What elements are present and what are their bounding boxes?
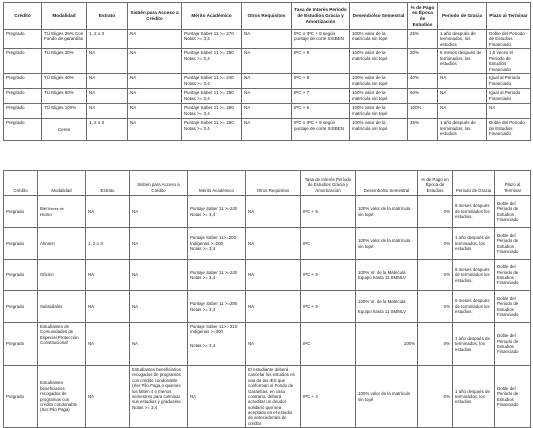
cell-desembolso: 100% valor de la matrícula sin topé — [350, 49, 408, 74]
cell-gracia: NA — [438, 74, 487, 89]
cell-estrato: NA — [86, 291, 130, 323]
cell-sisben: NA — [128, 89, 182, 104]
header-modalidad: Modalidad — [42, 3, 87, 30]
cell-merito — [188, 323, 246, 366]
cell-credito: Pregrado — [4, 323, 38, 366]
cell-merito: Puntaje Saber 11 >= 270 Notas >= 3,4 — [182, 30, 242, 49]
cell-credito: Pregrado — [4, 119, 42, 141]
cell-plazo: Doble del Periodo de Estudios Financiado — [495, 228, 531, 260]
cell-modalidad — [38, 260, 86, 291]
header-sisben: Sisbén para Acceso a Crédito — [128, 3, 182, 30]
cell-gracia: 1 año después de terminados, los estudios — [438, 119, 487, 141]
header-plazo: Plazo al Terminar — [487, 3, 531, 30]
cell-sisben: NA — [128, 119, 182, 141]
cell-estrato: NA — [86, 323, 130, 366]
cell-pago: 0% — [418, 291, 453, 323]
header-tasa: Tasa de Interés Período de Estudios Gracia y Amortización — [301, 171, 356, 196]
cell-otros: El estudiante deberá cancelar los estudios en una de las IES que conforman el Fondo de Garantías, en caso contrario, deberá acreditar un deudor solidario que sea aceptado en el estudio de antecedentes de crédito — [246, 366, 301, 428]
cell-pago: 0% — [418, 228, 453, 260]
cell-credito: Pregrado — [4, 104, 42, 119]
cell-pago: 0% — [418, 196, 453, 228]
cell-desembolso — [356, 260, 418, 291]
merito-line: Indígenas >=200 — [190, 240, 223, 246]
cell-otros: NA — [246, 291, 301, 323]
table-row — [4, 119, 531, 141]
cell-gracia: 1 año después de terminados, los estudios — [438, 30, 487, 49]
cell-merito: Puntaje Saber 11 >= 280 Notas >= 3,4 — [182, 89, 242, 104]
cell-modalidad: Subsidiales — [38, 291, 86, 323]
table-header-row — [4, 3, 531, 30]
cell-modalidad: TÚ Eliges 100% — [42, 104, 87, 119]
cell-plazo: Igual al Periodo Financiado — [487, 74, 531, 89]
table-row — [4, 74, 531, 89]
cell-credito: Pregrado — [4, 228, 38, 260]
credit-table-top — [3, 2, 530, 141]
header-pago: % de Pago en Época de Estudios — [418, 171, 453, 196]
modalidad-text: Ofici — [40, 272, 49, 278]
cell-otros: NA — [246, 196, 301, 228]
cell-otros: NA — [246, 228, 301, 260]
cell-credito: Pregrado — [4, 49, 42, 74]
cell-pago: 100% — [408, 104, 438, 119]
merito-line: Notas >= 3,4 — [190, 246, 216, 252]
cell-merito: Puntaje Saber 11 >=240 Notas >= 3,4 — [188, 196, 246, 228]
cell-plazo: NA — [487, 104, 531, 119]
cell-pago: 0% — [418, 366, 453, 428]
cell-sisben: NA — [128, 49, 182, 74]
cell-otros: NA — [242, 49, 292, 74]
cell-sisben: NA — [130, 323, 188, 366]
cell-gracia: 1 año después de terminados, los estudios — [453, 366, 495, 428]
table-row — [4, 49, 531, 74]
cell-gracia: 6 meses después de terminados, los estudios — [438, 49, 487, 74]
cell-estrato: NA — [87, 104, 128, 119]
header-sisben: Sisbén para Acceso a Crédito — [130, 171, 188, 196]
credit-modalities-table-detail — [3, 170, 531, 428]
cell-tasa: IPC + 9 — [301, 196, 356, 228]
cell-estrato: NA — [87, 74, 128, 89]
header-credito: Crédito — [4, 3, 42, 30]
cell-estrato: NA — [86, 196, 130, 228]
table-row — [4, 196, 531, 228]
cell-gracia: 6 meses después de terminados los estudios. — [453, 291, 495, 323]
header-merito: Mérito Académico — [188, 171, 246, 196]
cell-modalidad: TÚ Eliges 60% — [42, 89, 87, 104]
cell-tasa: IPC + 9 — [301, 260, 356, 291]
cell-modalidad — [38, 228, 86, 260]
cell-otros: NA — [242, 30, 292, 49]
cell-plazo: Doble del Periodo de Estudios Financiado — [487, 119, 531, 141]
cell-desembolso: 100% valor de la matrícula sin topé — [350, 74, 408, 89]
cell-sisben: NA — [130, 196, 188, 228]
cell-otros: NA — [246, 260, 301, 291]
cell-desembolso: 100% valor de la matrícula sin topé — [356, 366, 418, 428]
cell-estrato: NA — [86, 366, 130, 428]
cell-credito: Pregrado — [4, 74, 42, 89]
cell-credito: Pregrado — [4, 291, 38, 323]
merito-line: Puntaje Saber 11>= 210 Indígenas >=300 — [190, 324, 238, 335]
modalidad-text: Alma — [40, 240, 51, 246]
cell-plazo: Doble del Periodo de Estudios Financiado — [495, 366, 531, 428]
cell-desembolso: 100% valor de la matrícula sin topé — [350, 104, 408, 119]
cell-tasa: IPC + 4 — [301, 366, 356, 428]
cell-credito: Pregrado — [4, 366, 38, 428]
modalidad-text: Bien — [40, 206, 49, 212]
cell-tasa: IPC o IPC + 9 según puntaje de corte SISBEN — [292, 30, 350, 49]
table-row — [4, 366, 531, 428]
merito-line: Notas >= 3,4 — [190, 342, 216, 348]
cell-gracia: NA — [438, 89, 487, 104]
cell-gracia: 6 meses después de terminados los estudios. — [453, 196, 495, 228]
cell-tasa: IPC + 7 — [292, 89, 350, 104]
cell-otros: NA — [246, 323, 301, 366]
cell-sisben: NA — [128, 104, 182, 119]
table-row — [4, 30, 531, 49]
header-merito: Mérito Académico — [182, 3, 242, 30]
cell-otros: NA — [242, 119, 292, 141]
cell-pago: 30% — [408, 49, 438, 74]
header-desembolso: Desembolso Semestral — [350, 3, 408, 30]
table-header-row — [4, 171, 531, 196]
cell-estrato: 1, 2 o 3 — [87, 119, 128, 141]
cell-plazo: Igual al Periodo Financiado — [487, 89, 531, 104]
cell-credito: Pregrado — [4, 260, 38, 291]
cell-estrato: 1, 2 o 3 — [86, 228, 130, 260]
cell-desembolso: 100% valor de la matrícula sin topé — [350, 30, 408, 49]
header-otros: Otros Requisitos — [242, 3, 292, 30]
cell-modalidad: TÚ Eliges 30% — [42, 49, 87, 74]
cell-desembolso: 100% valor de la matrícula sin topé — [350, 89, 408, 104]
cell-merito: Puntaje Saber 11 >= 240 Notas >= 3,4 — [182, 74, 242, 89]
cell-estrato: NA — [87, 89, 128, 104]
cell-tasa: IPC + 9 — [301, 291, 356, 323]
modalidad-superscript: ER — [50, 241, 56, 246]
desembolso-line: 100% Vr. de la Matricula — [358, 269, 406, 275]
cell-pago: 0% — [418, 260, 453, 291]
cell-pago: 60% — [408, 89, 438, 104]
cell-tasa: IPC — [301, 323, 356, 366]
cell-pago: 25% — [408, 119, 438, 141]
cell-desembolso: 100% valor de la matrícula sin topé — [350, 119, 408, 141]
cell-gracia: 1 año después de terminados, los estudios — [453, 228, 495, 260]
cell-plazo: Doble del Periodo de Estudios Financiado — [495, 196, 531, 228]
cell-modalidad: TÚ Eliges 25% Con Fondo de garantías — [42, 30, 87, 49]
cell-otros: NA — [242, 89, 292, 104]
cell-merito: Puntaje Saber 11 >=240 Notas >= 3,4 — [188, 260, 246, 291]
cell-gracia: NA — [438, 104, 487, 119]
credit-modalities-table-summary — [3, 2, 531, 141]
desembolso-line: Equipo hasta 11 SMMLV — [358, 309, 406, 314]
table-row — [4, 323, 531, 366]
cell-desembolso — [356, 291, 418, 323]
cell-merito: NA — [188, 366, 246, 428]
table-row — [4, 260, 531, 291]
cell-modalidad: Estudiantes beneficiarios recogados de programas con crédito condonable (Ser Pilo Paga) — [38, 366, 86, 428]
table-row — [4, 104, 531, 119]
header-estrato: Estrato — [87, 3, 128, 30]
header-estrato: Estrato — [86, 171, 130, 196]
modalidad-superscript: ER — [48, 273, 54, 278]
desembolso-line: Equipo hasta 11 SMMLV — [358, 275, 406, 280]
modalidad-superscript: Veces de — [48, 207, 64, 212]
cell-estrato: 1, 2 o 3 — [87, 30, 128, 49]
cell-desembolso: 100% valor de la matrícula sin topé — [356, 196, 418, 228]
cell-plazo: Doble del Periodo de Estudios Financiado — [495, 291, 531, 323]
desembolso-line: 100% Vr. de la Matricula — [358, 298, 406, 304]
cell-tasa: IPC — [301, 228, 356, 260]
cell-sisben: NA — [130, 260, 188, 291]
cell-tasa: IPC o IPC + 9 según puntaje de corte SISBEN — [292, 119, 350, 141]
cell-plazo: Doble del Periodo de Estudios Financiado — [495, 260, 531, 291]
cell-credito: Pregrado — [4, 30, 42, 49]
cell-merito: Puntaje Saber 11 >=280 Notas >= 3,4 — [188, 291, 246, 323]
merito-line: Puntaje Saber 11>=200 — [190, 235, 237, 241]
cell-sisben: NA — [128, 74, 182, 89]
cell-merito: Puntaje Saber 11 >= 280 Notas >= 3,4 — [182, 119, 242, 141]
table-row — [4, 89, 531, 104]
cell-gracia: 6 meses después de terminados los estudios. — [453, 260, 495, 291]
cell-modalidad: Ceres — [42, 119, 87, 141]
header-modalidad: Modalidad — [38, 171, 86, 196]
cell-tasa: IPC + 9 — [292, 49, 350, 74]
table-row — [4, 228, 531, 260]
cell-pago: 40% — [408, 74, 438, 89]
cell-otros: NA — [242, 74, 292, 89]
cell-merito: Puntaje Saber 11 >= 280 Notas >= 3,4 — [182, 49, 242, 74]
cell-pago: 25% — [408, 30, 438, 49]
cell-sisben: NA — [128, 30, 182, 49]
header-desembolso: Desembolso Semestral — [356, 171, 418, 196]
cell-desembolso: 100% — [356, 323, 418, 366]
header-gracia: Periodo de Gracia — [453, 171, 495, 196]
header-plazo: Plazo al Terminar — [495, 171, 531, 196]
cell-sisben: Estudiantes beneficiarios recogados de programas con crédito condonable (Ser Pilo Paga o quienes los falten 4 o menos semestres para culminar sus estudios y graduarse . Notas >= 3,4 — [130, 366, 188, 428]
header-tasa: Tasa de Interés Período de Estudios Gracia y Amortización — [292, 3, 350, 30]
cell-gracia: 1 año después de terminados, los estudios — [453, 323, 495, 366]
table-row — [4, 291, 531, 323]
cell-merito: Puntaje Saber 11 >= 280 Notas >= 3,4 — [182, 104, 242, 119]
cell-credito: Pregrado — [4, 89, 42, 104]
cell-modalidad — [38, 196, 86, 228]
credit-table-bottom — [3, 170, 530, 428]
cell-estrato: NA — [86, 260, 130, 291]
cell-plazo: Doble del Periodo de Estudios Financiado — [487, 30, 531, 49]
cell-plazo: 1,5 veces el Periodo de Estudios Financiado — [487, 49, 531, 74]
cell-modalidad: TÚ Eliges 40% — [42, 74, 87, 89]
cell-desembolso: 100% valor de la matrícula sin topé — [356, 228, 418, 260]
cell-estrato: NA — [87, 49, 128, 74]
header-otros: Otros Requisitos — [246, 171, 301, 196]
cell-modalidad: Estudiantes de Comunidades de Especial Protección Constitucional — [38, 323, 86, 366]
cell-pago: 0% — [418, 323, 453, 366]
cell-merito — [188, 228, 246, 260]
header-credito: Crédito — [4, 171, 38, 196]
header-pago: % de Pago en Época de Estudios — [408, 3, 438, 30]
cell-credito: Pregrado — [4, 196, 38, 228]
cell-sisben: NA — [130, 291, 188, 323]
cell-tasa: IPC + 8 — [292, 74, 350, 89]
modalidad-text-2: Humo — [40, 211, 52, 217]
cell-tasa: IPC + 6 — [292, 104, 350, 119]
header-gracia: Periodo de Gracia — [438, 3, 487, 30]
cell-plazo: Doble del Periodo de Estudios Financiado — [495, 323, 531, 366]
cell-sisben: NA — [130, 228, 188, 260]
cell-otros: NA — [242, 104, 292, 119]
